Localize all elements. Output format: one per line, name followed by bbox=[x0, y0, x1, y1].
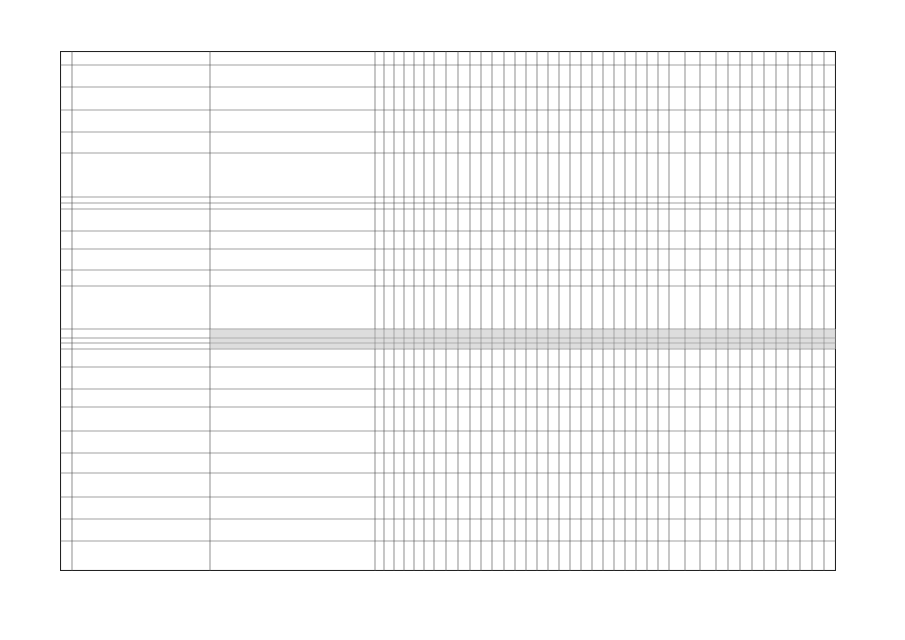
table-border bbox=[61, 52, 836, 571]
table-grid bbox=[60, 51, 836, 571]
summary-band bbox=[210, 329, 836, 349]
data-table bbox=[60, 51, 836, 571]
